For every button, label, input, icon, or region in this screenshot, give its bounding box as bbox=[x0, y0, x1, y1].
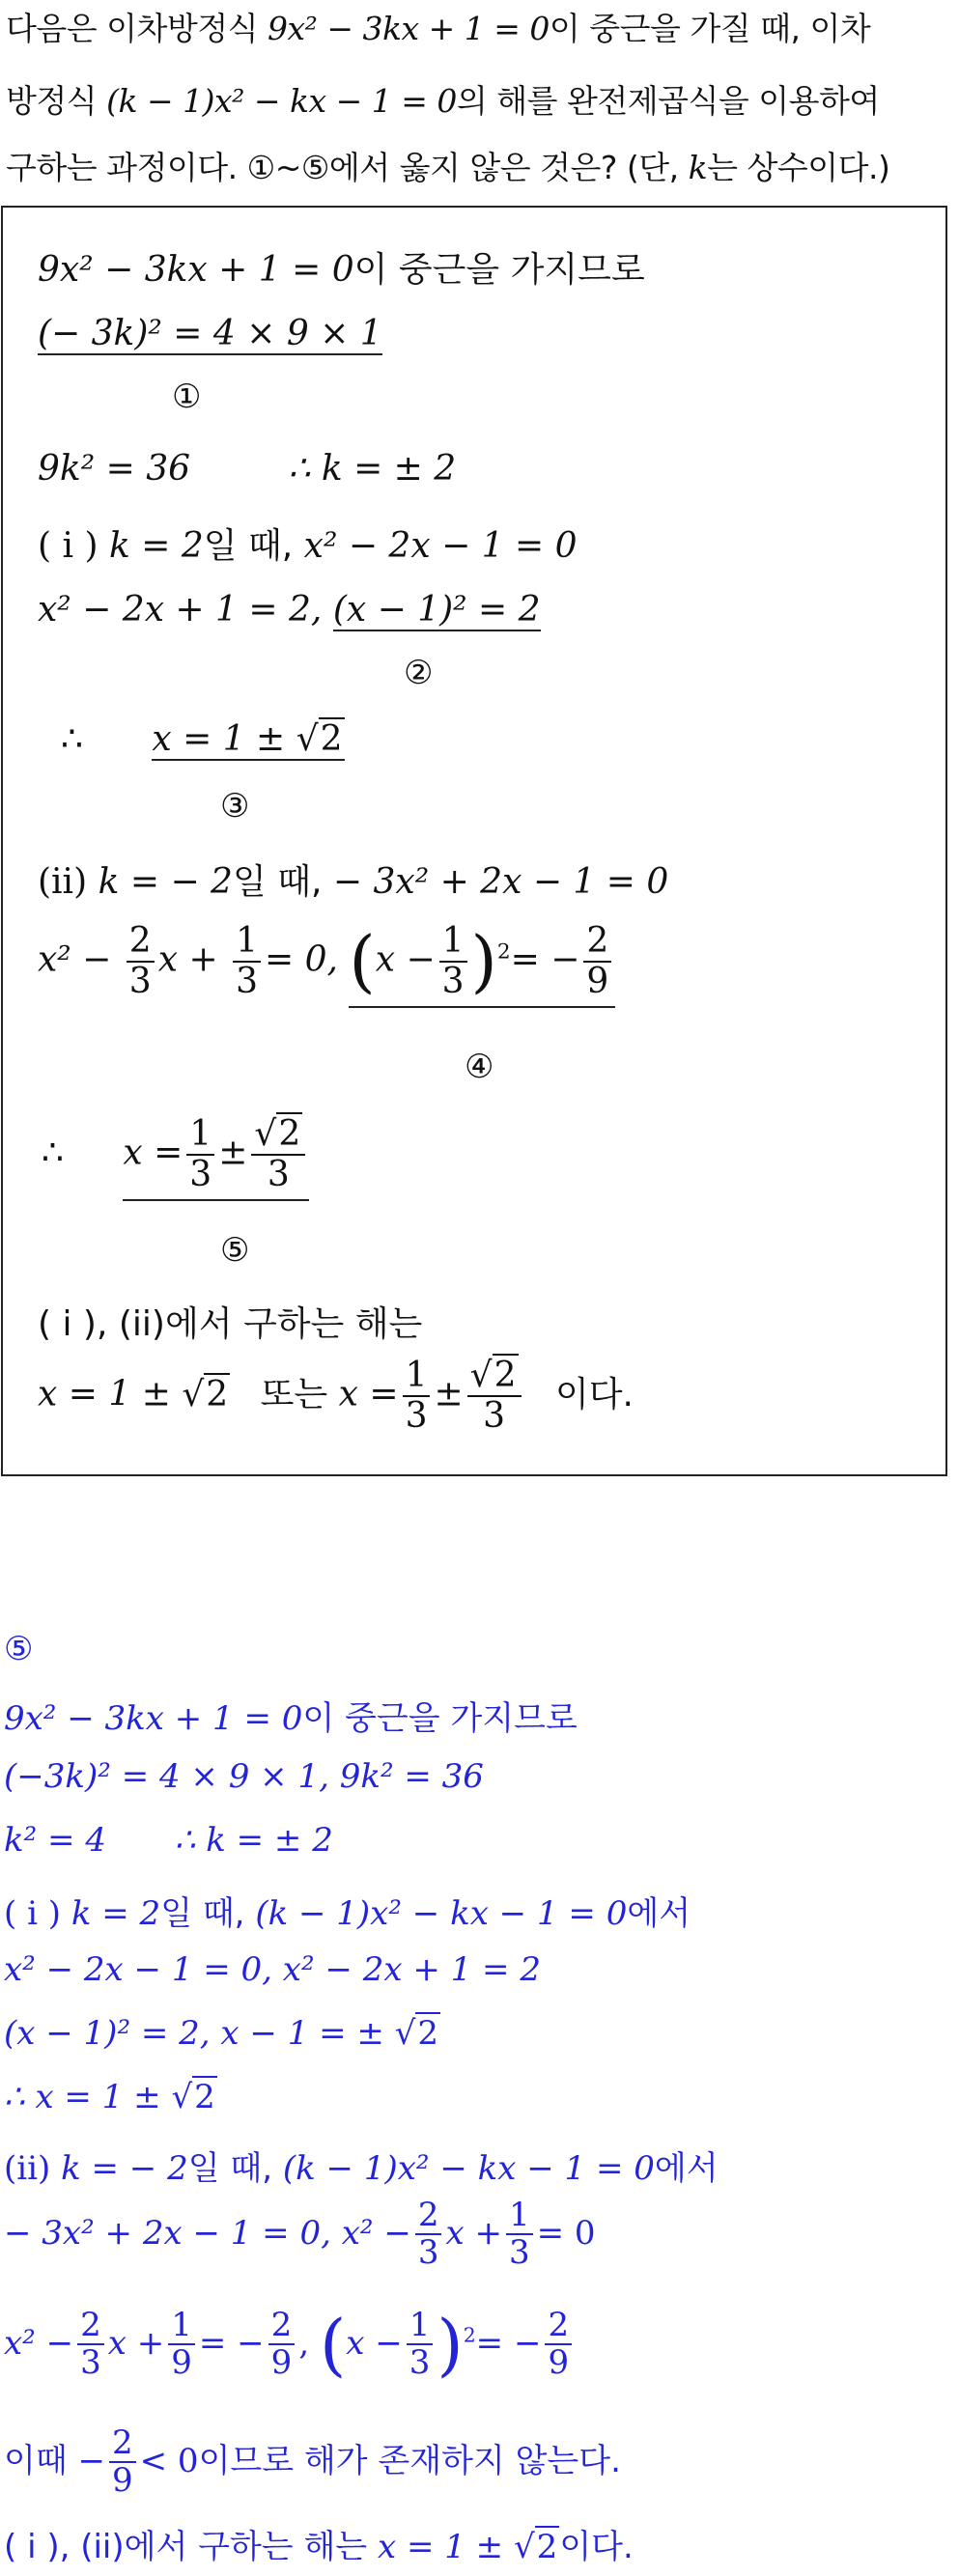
box-text: 일 때, bbox=[203, 526, 294, 566]
equation: x² − bbox=[4, 2323, 74, 2363]
equation: x = bbox=[338, 1374, 399, 1414]
denominator: 9 bbox=[586, 961, 609, 1001]
box-row-10 bbox=[38, 1297, 422, 1346]
fraction bbox=[233, 922, 261, 1000]
question-text: 구하는 과정이다. ①~⑤에서 옳지 않은 것은? (단, bbox=[6, 149, 689, 186]
box-text: 일 때, bbox=[232, 862, 323, 902]
box-text: 이다. bbox=[554, 1374, 634, 1414]
equation: = − bbox=[198, 2323, 265, 2363]
answer-text: 이때 − bbox=[4, 2441, 105, 2480]
answer-text: 이 중근을 가지므로 bbox=[302, 1699, 578, 1738]
fraction bbox=[77, 2308, 104, 2382]
sqrt-symbol: √2 bbox=[514, 2528, 558, 2566]
equation: ∴ k = ± 2 bbox=[174, 1821, 333, 1860]
denominator: 3 bbox=[508, 2233, 530, 2273]
underlined-step-3 bbox=[152, 719, 344, 761]
equation: ∴ k = ± 2 bbox=[288, 449, 457, 489]
condition: k = − 2 bbox=[98, 862, 233, 902]
fraction bbox=[545, 2308, 572, 2382]
condition: k = 2 bbox=[71, 1894, 161, 1933]
sqrt-symbol: √2 bbox=[394, 2014, 439, 2053]
equation: 9k² = 36 bbox=[38, 449, 191, 489]
answer-text: 에서 bbox=[654, 2149, 719, 2188]
answer-line-1 bbox=[4, 1692, 578, 1739]
numerator: 2 bbox=[109, 2425, 136, 2463]
condition: k = 2 bbox=[108, 526, 204, 566]
denominator: 3 bbox=[483, 1395, 506, 1436]
answer-line-3 bbox=[4, 1821, 333, 1860]
case-label: ( i ) bbox=[38, 526, 99, 566]
denominator: 3 bbox=[409, 2343, 431, 2383]
numerator: √2 bbox=[251, 1115, 305, 1156]
answer-line-7 bbox=[4, 2078, 217, 2116]
equation: 9x² − 3kx + 1 = 0 bbox=[4, 1699, 303, 1738]
radicand: 2 bbox=[194, 2078, 215, 2116]
answer-text: ( i ), (ii)에서 구하는 해는 bbox=[4, 2528, 368, 2566]
box-text: ( i ), (ii)에서 구하는 해는 bbox=[38, 1304, 423, 1344]
equation: ± bbox=[434, 1374, 464, 1414]
case-label: (ii) bbox=[4, 2149, 51, 2188]
answer-line-10: x² − $\frac{2}{3}$ x + $\frac{1}{9}$ = − $\frac{2}{9}$ , (x − $\frac{1}{3}$ )$^2$= − $\frac{2}{9}$ bbox=[4, 2308, 576, 2382]
underlined-step-4: (x − $\frac{1}{3}$ )$^2$= − $\frac{2}{9}$ bbox=[349, 922, 615, 1008]
sqrt-symbol: √2 bbox=[296, 719, 343, 759]
equation: − 3x² + 2x − 1 = 0, x² − bbox=[4, 2213, 411, 2253]
fraction bbox=[407, 2308, 434, 2382]
marker-4: ④ bbox=[465, 1048, 494, 1086]
variable-k: k bbox=[688, 149, 708, 186]
radicand: 2 bbox=[536, 2528, 558, 2566]
equation: = 0 bbox=[536, 2213, 596, 2253]
equation: 9x² − 3kx + 1 = 0 bbox=[38, 250, 354, 290]
therefore-symbol: ∴ bbox=[61, 719, 83, 759]
equation: = 0, bbox=[264, 939, 338, 980]
box-row-11 bbox=[38, 1357, 634, 1435]
box-text: 또는 bbox=[260, 1374, 328, 1414]
equation: x² − 2x + 1 = 2, bbox=[38, 590, 323, 630]
fraction bbox=[439, 922, 467, 1000]
question-text: 의 해를 완전제곱식을 이용하여 bbox=[456, 82, 880, 120]
numerator: 2 bbox=[77, 2308, 104, 2345]
equation: x + bbox=[107, 2323, 165, 2363]
denominator: 3 bbox=[417, 2233, 439, 2273]
box-row-2 bbox=[38, 314, 382, 353]
denominator: 9 bbox=[111, 2461, 133, 2501]
box-row-7 bbox=[38, 854, 668, 904]
answer-line-11 bbox=[4, 2425, 621, 2500]
denominator: 3 bbox=[267, 1154, 290, 1194]
question-text: 방정식 bbox=[6, 82, 107, 120]
equation: ∴ x = 1 ± bbox=[4, 2078, 161, 2116]
radicand: 2 bbox=[278, 1114, 301, 1154]
numerator: 2 bbox=[545, 2308, 572, 2345]
denominator: 9 bbox=[171, 2343, 192, 2383]
equation: (x − 1)² = 2, x − 1 = ± bbox=[4, 2014, 384, 2053]
denominator: 3 bbox=[236, 961, 258, 1001]
radicand: 2 bbox=[494, 1356, 517, 1395]
numerator: 2 bbox=[583, 922, 611, 963]
underlined-step-2: (x − 1)² = 2 bbox=[332, 590, 541, 630]
denominator: 3 bbox=[128, 961, 152, 1001]
answer-line-6 bbox=[4, 2014, 440, 2053]
answer-line-2 bbox=[4, 1757, 484, 1796]
equation: = − bbox=[475, 2323, 542, 2363]
marker-1: ① bbox=[172, 378, 202, 416]
underlined-step-5 bbox=[123, 1115, 309, 1201]
equation: x + bbox=[445, 2213, 502, 2253]
answer-line-12 bbox=[4, 2520, 634, 2567]
question-text: 는 상수이다.) bbox=[707, 149, 890, 186]
fraction bbox=[268, 2308, 296, 2382]
numerator: 2 bbox=[127, 922, 155, 963]
equation: (k − 1)x² − kx − 1 = 0 bbox=[282, 2149, 655, 2188]
denominator: 3 bbox=[441, 961, 465, 1001]
numerator: 2 bbox=[415, 2198, 442, 2235]
radicand: 2 bbox=[206, 1374, 229, 1414]
fraction bbox=[467, 1357, 522, 1435]
answer-line-8 bbox=[4, 2142, 719, 2189]
question-text: 이 중근을 가질 때, 이차 bbox=[549, 10, 871, 47]
box-row-6 bbox=[61, 719, 345, 759]
answer-line-9 bbox=[4, 2198, 596, 2272]
denominator: 9 bbox=[270, 2343, 293, 2383]
numerator: 1 bbox=[168, 2308, 195, 2345]
equation: x² − bbox=[38, 939, 112, 980]
equation: < 0 bbox=[139, 2441, 199, 2480]
box-row-4 bbox=[38, 518, 578, 568]
fraction bbox=[415, 2198, 442, 2272]
equation: k² = 4 bbox=[4, 1821, 106, 1860]
equation: (−3k)² = 4 × 9 × 1, 9k² = 36 bbox=[4, 1757, 484, 1796]
numerator: 1 bbox=[403, 1357, 431, 1397]
equation: 9x² − 3kx + 1 = 0 bbox=[268, 10, 550, 47]
numerator: 1 bbox=[506, 2198, 533, 2235]
numerator: 1 bbox=[186, 1115, 214, 1156]
numerator: 2 bbox=[268, 2308, 296, 2345]
answer-number: ⑤ bbox=[4, 1630, 34, 1668]
denominator: 3 bbox=[80, 2343, 101, 2383]
equation: (k − 1)x² − kx − 1 = 0 bbox=[255, 1894, 628, 1933]
fraction bbox=[186, 1115, 214, 1193]
answer-text: 일 때, bbox=[160, 1894, 245, 1933]
equation: − 3x² + 2x − 1 = 0 bbox=[332, 862, 669, 902]
case-label: (ii) bbox=[38, 862, 88, 902]
sqrt-symbol: √2 bbox=[182, 1374, 229, 1414]
question-line-1 bbox=[6, 4, 870, 49]
fraction bbox=[127, 922, 155, 1000]
answer-text: 이므로 해가 존재하지 않는다. bbox=[198, 2441, 621, 2480]
equation: x − bbox=[346, 2323, 403, 2363]
answer-line-5 bbox=[4, 1950, 541, 1989]
condition: k = − 2 bbox=[61, 2149, 188, 2188]
fraction bbox=[583, 922, 611, 1000]
answer-text: 일 때, bbox=[187, 2149, 273, 2188]
fraction bbox=[109, 2425, 136, 2500]
box-row-3 bbox=[38, 449, 456, 489]
numerator: √2 bbox=[467, 1357, 522, 1397]
equation: x = 1 ± bbox=[38, 1374, 171, 1414]
answer-text: 에서 bbox=[627, 1894, 691, 1933]
marker-3: ③ bbox=[220, 787, 250, 826]
fraction bbox=[403, 1357, 431, 1435]
box-row-9 bbox=[42, 1115, 309, 1201]
fraction bbox=[168, 2308, 195, 2382]
numerator: 1 bbox=[233, 922, 261, 963]
denominator: 3 bbox=[189, 1154, 212, 1194]
equation: , bbox=[298, 2323, 310, 2363]
underlined-step-1: (− 3k)² = 4 × 9 × 1 bbox=[38, 314, 382, 353]
equation: x + bbox=[157, 939, 218, 980]
question-text: 다음은 이차방정식 bbox=[6, 10, 268, 47]
box-text: 이 중근을 가지므로 bbox=[353, 250, 645, 290]
numerator: 1 bbox=[439, 922, 467, 963]
equation: = − bbox=[510, 939, 580, 980]
question-line-2 bbox=[6, 76, 880, 122]
box-row-5 bbox=[38, 590, 541, 630]
question-line-3 bbox=[6, 143, 889, 188]
answer-text: 이다. bbox=[559, 2528, 634, 2566]
marker-5: ⑤ bbox=[220, 1231, 250, 1270]
case-label: ( i ) bbox=[4, 1894, 62, 1933]
marker-2: ② bbox=[404, 654, 434, 692]
therefore-symbol: ∴ bbox=[42, 1133, 64, 1173]
fraction bbox=[251, 1115, 305, 1193]
equation: x = bbox=[123, 1133, 183, 1173]
sqrt-symbol: √2 bbox=[171, 2078, 215, 2116]
equation: ± bbox=[218, 1133, 248, 1173]
radicand: 2 bbox=[417, 2014, 439, 2053]
equation: (k − 1)x² − kx − 1 = 0 bbox=[106, 82, 457, 120]
equation: x − bbox=[375, 939, 436, 980]
radicand: 2 bbox=[320, 719, 343, 759]
equation: x = 1 ± bbox=[377, 2528, 504, 2566]
equation: x = 1 ± bbox=[152, 719, 286, 759]
equation: x² − 2x − 1 = 0 bbox=[303, 526, 578, 566]
solution-process-box bbox=[1, 206, 947, 1476]
denominator: 9 bbox=[548, 2343, 570, 2383]
equation: x² − 2x − 1 = 0, x² − 2x + 1 = 2 bbox=[4, 1950, 541, 1989]
denominator: 3 bbox=[405, 1395, 428, 1436]
numerator: 1 bbox=[407, 2308, 434, 2345]
answer-line-4 bbox=[4, 1887, 691, 1934]
fraction bbox=[506, 2198, 533, 2272]
box-row-1 bbox=[38, 242, 645, 292]
box-row-8 bbox=[38, 922, 615, 1008]
